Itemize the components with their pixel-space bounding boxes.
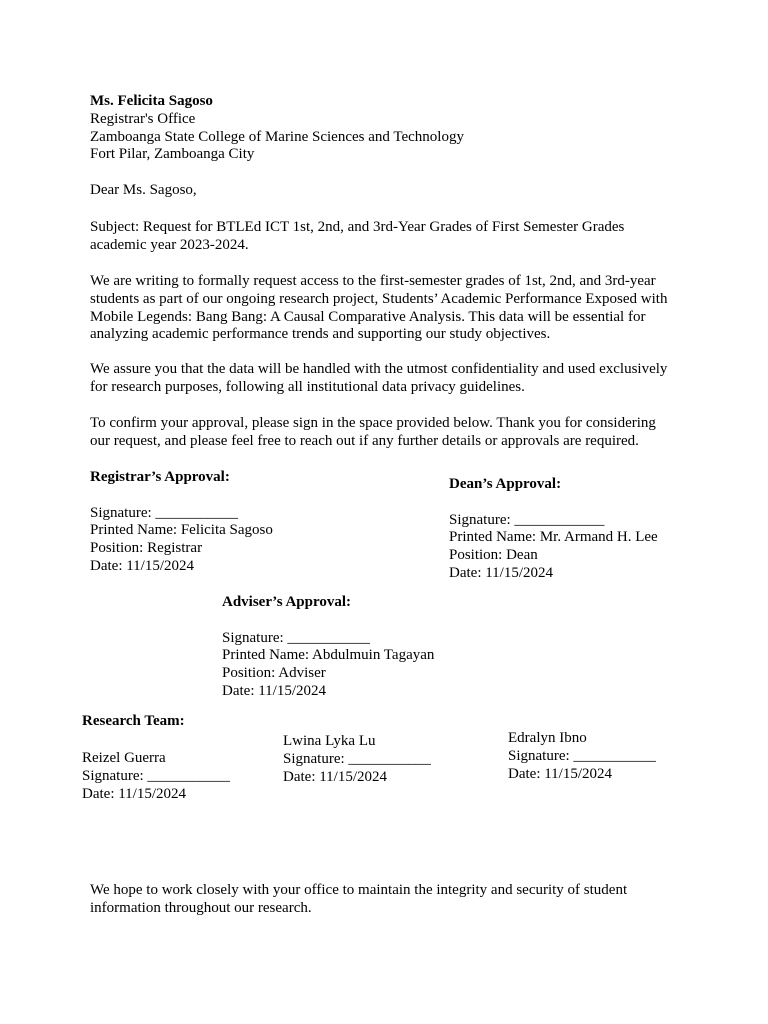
member-signature-line: Signature: ___________ bbox=[82, 767, 230, 784]
salutation-text: Dear Ms. Sagoso, bbox=[90, 182, 197, 198]
body-paragraph-confidentiality bbox=[90, 361, 667, 397]
paragraph-line: We are writing to formally request access to the first-semester grades of 1st, 2nd, and 3rd-year bbox=[90, 273, 656, 289]
member-name: Reizel Guerra bbox=[82, 750, 166, 766]
dean-position: Position: Dean bbox=[449, 547, 538, 564]
adviser-approval bbox=[222, 594, 434, 701]
body-paragraph-approval-request bbox=[90, 415, 656, 451]
adviser-approval-heading: Adviser’s Approval: bbox=[222, 594, 352, 610]
closing-line: We hope to work closely with your office to maintain the integrity and security of student bbox=[90, 882, 628, 898]
registrar-approval-heading: Registrar’s Approval: bbox=[90, 469, 230, 485]
member-date: Date: 11/15/2024 bbox=[508, 765, 613, 782]
registrar-position: Position: Registrar bbox=[90, 540, 203, 557]
paragraph-line: for research purposes, following all institutional data privacy guidelines. bbox=[90, 378, 525, 395]
registrar-date: Date: 11/15/2024 bbox=[90, 557, 195, 574]
adviser-date: Date: 11/15/2024 bbox=[222, 682, 327, 699]
recipient-name: Ms. Felicita Sagoso bbox=[90, 93, 213, 109]
adviser-signature-line: Signature: ___________ bbox=[222, 629, 370, 646]
salutation bbox=[90, 182, 197, 200]
research-member-lwina bbox=[283, 733, 431, 786]
paragraph-line: analyzing academic performance trends and supporting our study objectives. bbox=[90, 326, 551, 343]
research-member-edralyn bbox=[508, 730, 656, 783]
member-name: Edralyn Ibno bbox=[508, 730, 587, 746]
dean-signature-line: Signature: ____________ bbox=[449, 511, 605, 528]
body-paragraph-request bbox=[90, 273, 667, 344]
dean-date: Date: 11/15/2024 bbox=[449, 564, 554, 581]
member-name: Lwina Lyka Lu bbox=[283, 733, 376, 749]
registrar-approval bbox=[90, 469, 273, 576]
paragraph-line: Mobile Legends: Bang Bang: A Causal Comparative Analysis. This data will be essential for bbox=[90, 308, 646, 325]
recipient-location: Fort Pilar, Zamboanga City bbox=[90, 146, 255, 163]
registrar-printed-name: Printed Name: Felicita Sagoso bbox=[90, 522, 273, 539]
subject-line bbox=[90, 219, 624, 255]
registrar-signature-line: Signature: ___________ bbox=[90, 504, 238, 521]
adviser-position: Position: Adviser bbox=[222, 665, 326, 682]
member-date: Date: 11/15/2024 bbox=[82, 785, 187, 802]
research-member-reizel bbox=[82, 750, 230, 803]
member-date: Date: 11/15/2024 bbox=[283, 768, 388, 785]
recipient-institution: Zamboanga State College of Marine Sciences and Technology bbox=[90, 128, 464, 145]
subject-line-2: academic year 2023-2024. bbox=[90, 236, 249, 253]
adviser-printed-name: Printed Name: Abdulmuin Tagayan bbox=[222, 647, 435, 664]
paragraph-line: students as part of our ongoing research project, Students’ Academic Performance Exposed with bbox=[90, 290, 668, 307]
member-signature-line: Signature: ___________ bbox=[283, 750, 431, 767]
paragraph-line: We assure you that the data will be handled with the utmost confidentiality and used exclusively bbox=[90, 361, 668, 377]
dean-approval-heading: Dean’s Approval: bbox=[449, 476, 562, 492]
paragraph-line: our request, and please feel free to reach out if any further details or approvals are required. bbox=[90, 432, 639, 449]
closing-line: information throughout our research. bbox=[90, 899, 312, 916]
dean-printed-name: Printed Name: Mr. Armand H. Lee bbox=[449, 529, 658, 546]
member-signature-line: Signature: ___________ bbox=[508, 747, 656, 764]
closing-paragraph bbox=[90, 882, 627, 918]
research-team-heading bbox=[82, 713, 185, 731]
research-team-heading-text: Research Team: bbox=[82, 713, 185, 729]
subject-line-1: Subject: Request for BTLEd ICT 1st, 2nd, and 3rd-Year Grades of First Semester Grades bbox=[90, 219, 625, 235]
dean-approval bbox=[449, 476, 658, 583]
recipient-address bbox=[90, 93, 464, 164]
paragraph-line: To confirm your approval, please sign in the space provided below. Thank you for considering bbox=[90, 415, 656, 431]
recipient-office: Registrar's Office bbox=[90, 110, 196, 127]
